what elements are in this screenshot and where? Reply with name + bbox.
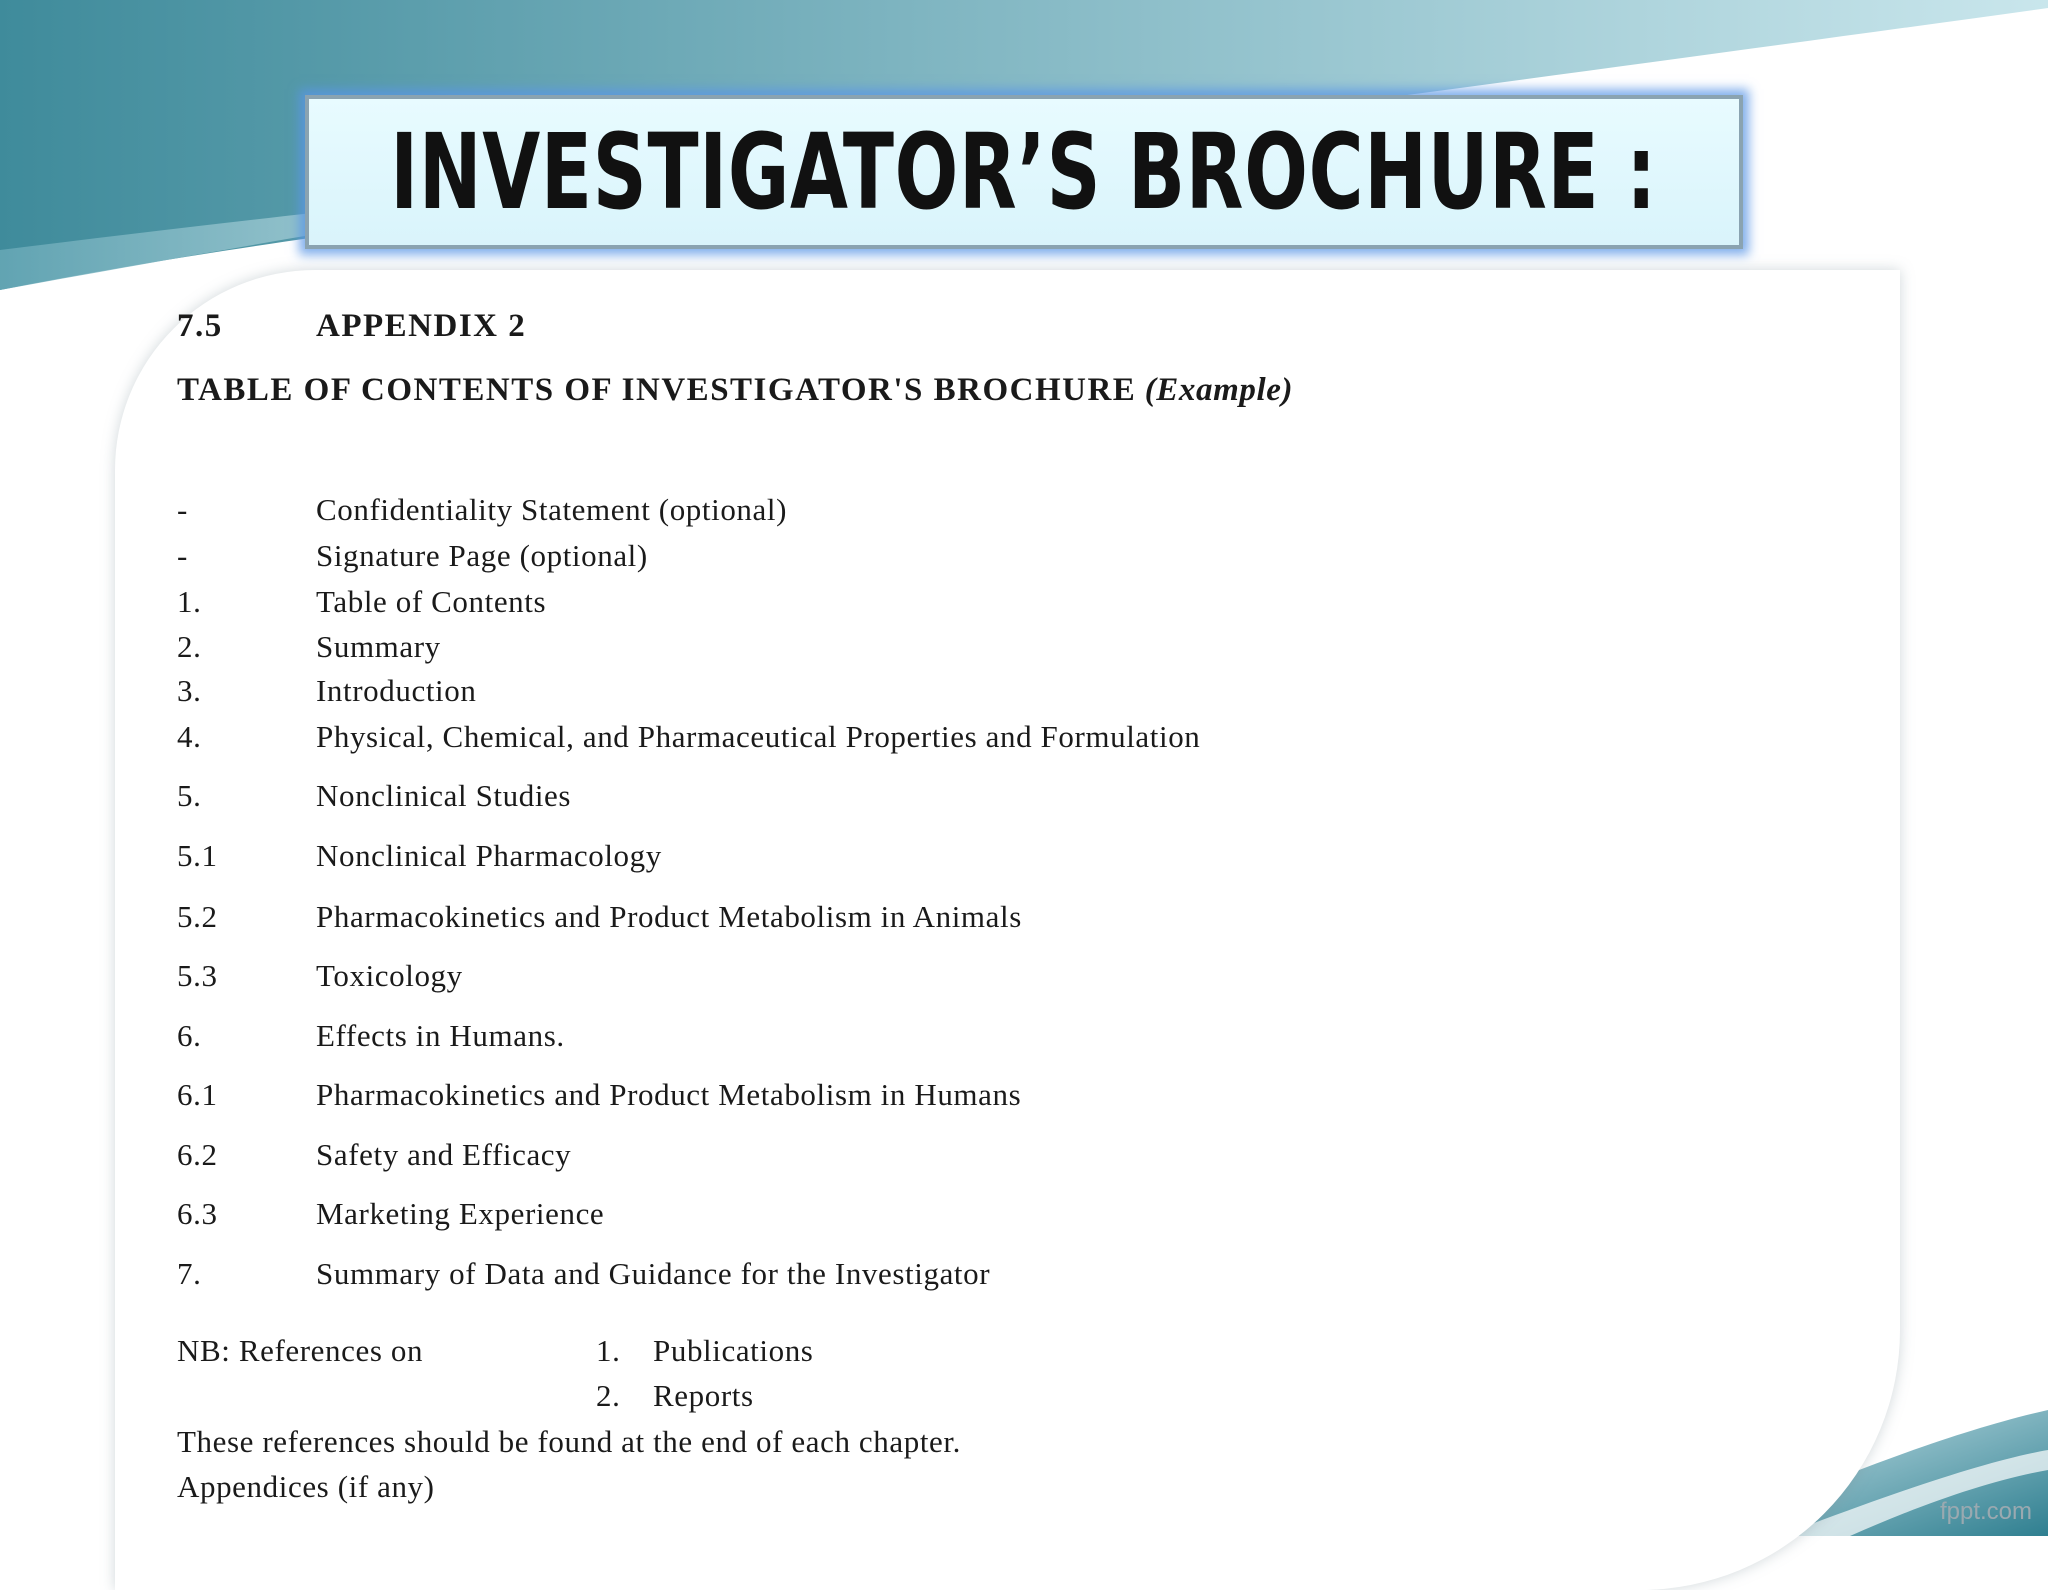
- reference-number: 1.: [596, 1333, 621, 1368]
- toc-heading: [177, 372, 1293, 409]
- toc-item-label: Physical, Chemical, and Pharmaceutical Properties and Formulation: [316, 719, 1201, 754]
- appendix-title: APPENDIX 2: [316, 308, 527, 344]
- toc-item-label: Nonclinical Studies: [316, 778, 572, 813]
- references-footnote: These references should be found at the end of each chapter.: [177, 1424, 961, 1459]
- toc-title-suffix: (Example): [1144, 372, 1294, 408]
- toc-item-number: 6.2: [177, 1137, 218, 1172]
- toc-item-number: 6.: [177, 1018, 202, 1053]
- toc-item-label: Table of Contents: [316, 584, 547, 619]
- toc-item-label: Signature Page (optional): [316, 538, 648, 573]
- toc-item-number: 5.2: [177, 899, 218, 934]
- toc-item-label: Marketing Experience: [316, 1196, 605, 1231]
- reference-label: Publications: [653, 1333, 814, 1368]
- toc-item-number: 7.: [177, 1256, 202, 1291]
- toc-item-label: Pharmacokinetics and Product Metabolism in Animals: [316, 899, 1022, 934]
- reference-label: Reports: [653, 1378, 754, 1413]
- toc-item-number: 5.: [177, 778, 202, 813]
- nb-label: NB: References on: [177, 1333, 424, 1368]
- toc-item-number: -: [177, 538, 188, 573]
- toc-item-label: Summary of Data and Guidance for the Investigator: [316, 1256, 991, 1291]
- toc-item-label: Toxicology: [316, 958, 463, 993]
- section-number: 7.5: [177, 308, 223, 344]
- appendices-note: Appendices (if any): [177, 1469, 435, 1504]
- reference-number: 2.: [596, 1378, 621, 1413]
- toc-title: TABLE OF CONTENTS OF INVESTIGATOR'S BROCHURE: [177, 372, 1137, 408]
- toc-item-number: 6.3: [177, 1196, 218, 1231]
- toc-item-label: Safety and Efficacy: [316, 1137, 572, 1172]
- toc-item-number: 5.1: [177, 838, 218, 873]
- watermark: fppt.com: [1939, 1498, 2032, 1525]
- toc-item-label: Pharmacokinetics and Product Metabolism in Humans: [316, 1077, 1022, 1112]
- toc-item-label: Effects in Humans.: [316, 1018, 565, 1053]
- toc-item-number: 3.: [177, 673, 202, 708]
- toc-item-label: Confidentiality Statement (optional): [316, 492, 788, 527]
- toc-item-number: 1.: [177, 584, 202, 619]
- toc-item-number: -: [177, 492, 188, 527]
- toc-item-label: Nonclinical Pharmacology: [316, 838, 662, 873]
- toc-item-label: Summary: [316, 629, 441, 664]
- toc-item-number: 4.: [177, 719, 202, 754]
- toc-item-label: Introduction: [316, 673, 477, 708]
- toc-item-number: 2.: [177, 629, 202, 664]
- slide-title: INVESTIGATOR’S BROCHURE :: [390, 111, 1658, 233]
- toc-item-number: 6.1: [177, 1077, 218, 1112]
- toc-item-number: 5.3: [177, 958, 218, 993]
